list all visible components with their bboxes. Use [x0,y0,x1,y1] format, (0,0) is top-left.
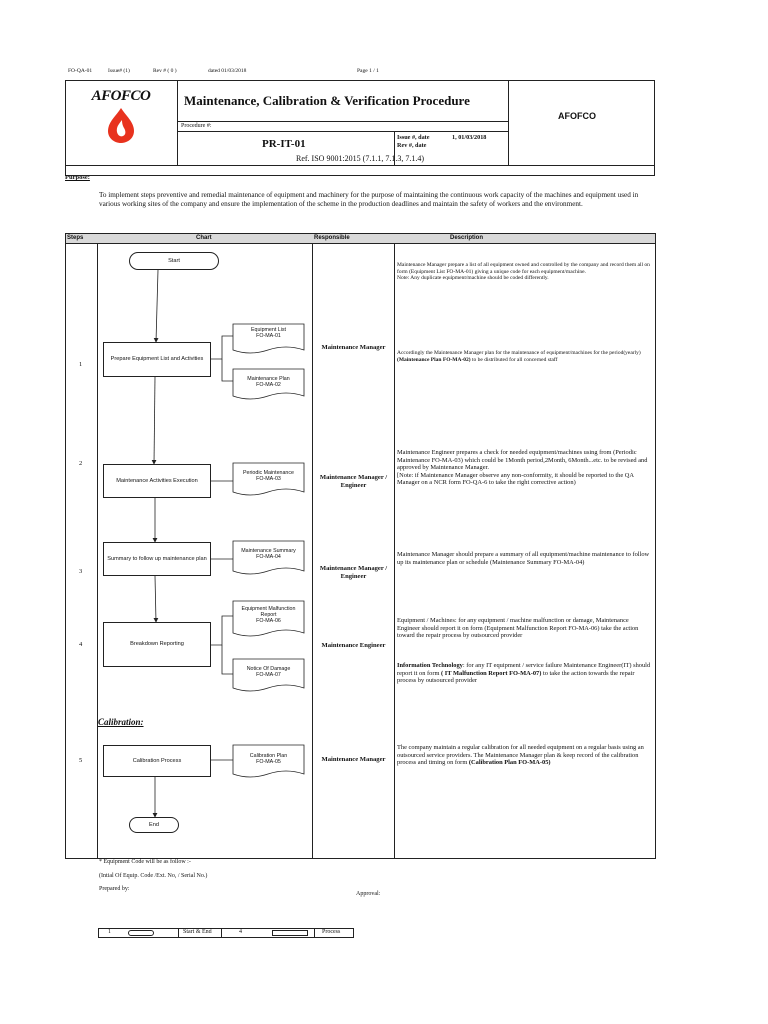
company-name: AFOFCO [558,111,596,121]
equipment-code-note: * Equipment Code will be as follow :- [99,859,191,865]
doc-maintenance-summary: Maintenance Summary FO-MA-04 [241,548,296,561]
issue-value: 1, 01/03/2018 [452,134,487,141]
description-step-1b: Accordingly the Maintenance Manager plan for the maintenance of equipment/machines for the period(yearly) (Maintenance Plan FO-MA-02) to be distributed for all concerned staff [397,350,641,363]
step-5: 5 [79,757,83,764]
step-2: 2 [79,460,83,467]
col-description: Description [450,235,484,241]
process-prepare-equipment: Prepare Equipment List and Activities [103,342,211,377]
legend-label-start-end: Start & End [183,929,212,935]
document-title: Maintenance, Calibration & Verification Procedure [184,93,470,108]
description-step-1a: Maintenance Manager prepare a list of all equipment owned and controlled by the company and record them all on form (Equipment List FO-MA-01) giving a unique code for each equipment/machine. Note: Any duplicate equipment/machine should be coded differently. [397,262,650,282]
flow-start: Start [129,252,219,270]
responsible-step-5: Maintenance Manager [321,756,386,763]
doc-equipment-malfunction-report: Equipment Malfunction Report FO-MA-06 [241,606,296,625]
equipment-code-format: (Intial Of Equip. Code /Ext. No, / Serial No.) [99,873,208,879]
purpose-label: Purpose: [65,174,90,181]
responsible-step-4: Maintenance Engineer [321,642,386,649]
flow-end: End [129,817,179,833]
process-breakdown-reporting: Breakdown Reporting [103,622,211,667]
step-3: 3 [79,568,83,575]
process-calibration: Calibration Process [103,745,211,777]
legend-process-shape [272,930,308,936]
procedure-label: Procedure #: [181,123,212,129]
responsible-step-3: Maintenance Manager / Engineer [319,565,388,580]
form-issue: Issue# (1) [108,68,130,74]
legend-terminator-shape [128,930,154,936]
step-4: 4 [79,641,83,648]
responsible-step-2: Maintenance Manager / Engineer [319,474,388,489]
doc-periodic-maintenance: Periodic Maintenance FO-MA-03 [243,470,294,483]
description-step-3: Maintenance Manager should prepare a summary of all equipment/machine maintenance to follow up its maintenance plan or schedule (Maintenance Summary FO-MA-04) [397,551,650,566]
doc-calibration-plan: Calibration Plan FO-MA-05 [249,753,288,766]
doc-equipment-list: Equipment List FO-MA-01 [250,327,287,340]
calibration-heading: Calibration: [98,717,144,727]
process-maintenance-execution: Maintenance Activities Execution [103,464,211,498]
description-step-2: Maintenance Engineer prepares a check for needed equipment/machines using from (Periodic Maintenance FO-MA-03) which could be 1Month period,2Month, 6Month...etc. to be revised and approved by Maintenance Manager. [Note: if Maintenance Manager observe any non-conformity, it should be reported to the QA Manager on a NCR form FO-QA-6 to take the right corrective action) [397,449,648,487]
col-chart: Chart [196,235,212,241]
legend-num-1: 1 [108,929,111,935]
iso-reference: Ref. ISO 9001:2015 (7.1.1, 7.1.3, 7.1.4) [296,154,424,163]
description-step-5: The company maintain a regular calibration for all needed equipment on a regular basis using an outsourced service providers. The Maintenance Manager plan & keep record of the calibration process and timing on form (Calibration Plan FO-MA-05) [397,744,644,767]
form-dated: dated 01/03/2018 [208,68,247,74]
rev-label: Rev #, date [397,142,427,149]
issue-label: Issue #, date [397,134,430,141]
approval-label: Approval: [356,891,381,897]
purpose-text: To implement steps preventive and remedial maintenance of equipment and machinery for the purpose of maintaining the continuous work capacity of the machines and equipment used in various working sites of the company and ensure the implementation of the scheme in the production deadlines and maintain the safety of workers and the environment. [99,191,639,208]
description-step-4a: Equipment / Machines: for any equipment / machine malfunction or damage, Maintenance Engineer should report it on form (Equipment Malfunction Report FO-MA-06) take the action toward the repair process by outsourced provider [397,617,639,640]
col-steps: Steps [67,235,84,241]
responsible-step-1: Maintenance Manager [321,344,386,351]
legend-label-process: Process [322,929,341,935]
process-maintenance-summary: Summary to follow up maintenance plan [103,542,211,576]
prepared-by-label: Prepared by: [99,886,130,892]
legend-num-4: 4 [239,929,242,935]
procedure-number: PR-IT-01 [262,138,306,150]
col-responsible: Responsible [314,235,350,241]
doc-notice-of-damage: Notice Of Damage FO-MA-07 [246,666,291,679]
logo-wordmark: AFOFCO [91,88,151,104]
doc-maintenance-plan: Maintenance Plan FO-MA-02 [247,376,290,389]
step-1: 1 [79,361,83,368]
form-page: Page 1 / 1 [357,68,379,74]
form-number: FO-QA-01 [68,68,93,74]
form-rev: Rev # ( 0 ) [153,68,177,74]
description-step-4b: Information Technology: for any IT equipment / service failure Maintenance Engineer(IT) should report it on form ( IT Malfunction Report FO-MA-07) to take the action towards the repair process by outsourced provider [397,662,651,685]
